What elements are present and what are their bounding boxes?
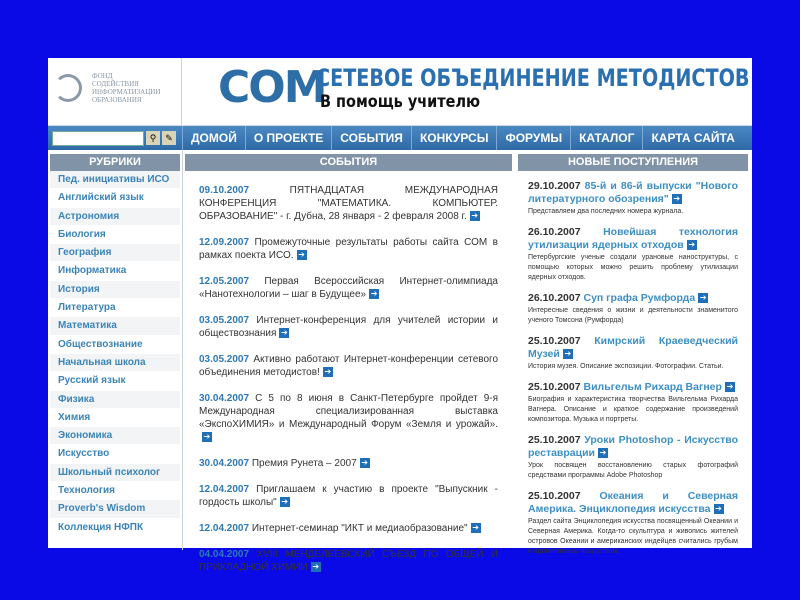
event-item [185, 275, 512, 301]
event-item [185, 548, 512, 574]
arrow-right-icon[interactable]: ➔ [471, 211, 479, 221]
news-description: Раздел сайта Энциклопедия искусства посвященный Океании и Северная Америка. Когда-то скульптура и живопись жителей островов Океании и американских индейцев считались грубым и примитивным искусством. [528, 518, 738, 555]
search-input[interactable] [52, 131, 144, 146]
news-item [518, 292, 748, 326]
fond-logo[interactable] [48, 58, 182, 126]
arrow-right-icon[interactable]: ➔ [281, 328, 288, 338]
event-date[interactable]: 12.09.2007 [199, 237, 250, 248]
nav-item[interactable]: КАРТА САЙТА [642, 126, 742, 150]
news-item [518, 490, 748, 557]
main-nav [48, 126, 752, 150]
divider [182, 150, 183, 550]
news-date: 25.10.2007 [528, 490, 581, 502]
news-title: НОВЫЕ ПОСТУПЛЕНИЯ [518, 154, 748, 171]
event-date[interactable]: 03.05.2007 [199, 315, 250, 326]
news-item [518, 381, 748, 425]
event-text: Первая Всероссийская Интернет-олимпиада «Нанотехнологии – шаг в Будущее» [199, 276, 498, 300]
events-column [185, 154, 512, 574]
arrow-right-icon[interactable]: ➔ [312, 562, 320, 572]
rubric-link[interactable]: Английский язык [50, 189, 180, 207]
rubric-link[interactable]: Физика [50, 391, 180, 409]
search-box [48, 126, 182, 150]
event-item [185, 522, 512, 535]
news-description: Урок посвящен восстановлению старых фотографий средствами программы Adobe Photoshop [528, 462, 738, 479]
event-date[interactable]: 04.04.2007 [199, 549, 250, 560]
rubric-link[interactable]: Школьный психолог [50, 464, 180, 482]
news-heading [528, 292, 738, 305]
news-date: 26.10.2007 [528, 292, 581, 304]
rubric-link[interactable]: Математика [50, 317, 180, 335]
site-title: СЕТЕВОЕ ОБЪЕДИНЕНИЕ МЕТОДИСТОВ [316, 64, 750, 92]
event-item [185, 184, 512, 223]
news-heading [528, 490, 738, 516]
nav-item[interactable]: КАТАЛОГ [570, 126, 642, 150]
nav-item[interactable]: КОНКУРСЫ [411, 126, 497, 150]
site-subtitle: В помощь учителю [320, 92, 481, 112]
event-date[interactable]: 30.04.2007 [199, 393, 250, 404]
event-text: ПЯТНАДЦАТАЯ МЕЖДУНАРОДНАЯ КОНФЕРЕНЦИЯ "МАТЕМАТИКА. КОМПЬЮТЕР. ОБРАЗОВАНИЕ" - г. Дубна, 28 января - 2 февраля 2008 г. [199, 185, 498, 222]
event-date[interactable]: 09.10.2007 [199, 185, 250, 196]
web-page [48, 58, 752, 573]
news-date: 25.10.2007 [528, 381, 581, 393]
event-date[interactable]: 12.05.2007 [199, 276, 250, 287]
event-date[interactable]: 03.05.2007 [199, 354, 250, 365]
news-title-link[interactable]: Суп графа Румфорда [583, 292, 696, 304]
event-item [185, 483, 512, 509]
event-text: Промежуточные результаты работы сайта СОМ в рамках поекта ИСО. [199, 237, 498, 261]
rubric-link[interactable]: Начальная школа [50, 354, 180, 372]
event-text: Интернет-конференция для учителей истории и обществознания [199, 315, 499, 339]
news-item [518, 434, 748, 481]
arrow-right-icon[interactable]: ➔ [361, 458, 368, 468]
nav-item[interactable]: О ПРОЕКТЕ [245, 126, 331, 150]
search-icon[interactable]: ⚲ [146, 131, 160, 145]
news-title-link[interactable]: 85-й и 86-й выпуски "Нового литературного обозрения" [528, 180, 738, 205]
news-item [518, 226, 748, 283]
news-date: 29.10.2007 [528, 180, 581, 192]
rubric-link[interactable]: История [50, 281, 180, 299]
news-title-link[interactable]: Океания и Северная Америка. Энциклопедия искусства [528, 490, 738, 515]
arrow-right-icon[interactable]: ➔ [324, 367, 332, 377]
arrow-right-icon[interactable]: ➔ [715, 504, 722, 514]
news-title-link[interactable]: Новейшая технология утилизации ядерных отходов [528, 226, 738, 251]
rubric-link[interactable]: Литература [50, 299, 180, 317]
site-header [48, 58, 752, 126]
event-date[interactable]: 30.04.2007 [199, 458, 250, 469]
rubric-link[interactable]: Химия [50, 409, 180, 427]
nav-item[interactable]: ФОРУМЫ [496, 126, 570, 150]
arrow-right-icon[interactable]: ➔ [564, 349, 572, 359]
news-heading [528, 381, 738, 394]
event-text: Активно работают Интернет-конференции сетевого объединения методистов! [199, 354, 499, 378]
news-description: Биография и характеристика творчества Вильгельма Рихарда Вагнера. Описание и краткое содержание произведений композитора. Музыка и портреты. [528, 396, 738, 423]
event-item [185, 353, 512, 379]
news-heading [528, 180, 738, 206]
event-date[interactable]: 12.04.2007 [199, 523, 250, 534]
rubric-link[interactable]: Технология [50, 482, 180, 500]
event-item [185, 457, 512, 470]
event-text: С 5 по 8 июня в Санкт-Петербурге пройдет 9-я Международная специализированная выставка «ЭкспоХИМИЯ» и Международный Форум «Земля и урожай». [199, 393, 499, 430]
rubrics-title: РУБРИКИ [50, 154, 180, 171]
event-item [185, 236, 512, 262]
fond-text-line: ИНФОРМАТИЗАЦИИ [92, 88, 161, 96]
fond-logo-text [92, 72, 160, 104]
arrow-right-icon[interactable]: ➔ [203, 432, 211, 442]
rubric-link[interactable]: Коллекция НФПК [50, 519, 180, 537]
rubric-link[interactable]: География [50, 244, 180, 262]
events-title: СОБЫТИЯ [185, 154, 512, 171]
news-heading [528, 335, 738, 361]
rubric-link[interactable]: Русский язык [50, 372, 180, 390]
globe-icon [54, 74, 82, 102]
arrow-right-icon[interactable]: ➔ [699, 293, 707, 303]
event-item [185, 314, 512, 340]
fond-text-line: СОДЕЙСТВИЯ [92, 80, 139, 88]
news-title-link[interactable]: Кимрский Краеведческий Музей [528, 335, 739, 360]
arrow-right-icon[interactable]: ➔ [726, 382, 734, 392]
event-item [185, 392, 512, 444]
rubric-link[interactable]: Информатика [50, 262, 180, 280]
news-description: Интересные сведения о жизни и деятельности знаменитого ученого Томсона (Румфорда) [528, 307, 738, 324]
rubric-link[interactable]: Искусство [50, 445, 180, 463]
fond-text-line: ФОНД [92, 72, 113, 80]
arrow-right-icon[interactable]: ➔ [599, 448, 607, 458]
nav-item[interactable]: ДОМОЙ [182, 126, 245, 150]
news-item [518, 335, 748, 372]
news-item [518, 180, 748, 217]
event-date[interactable]: 12.04.2007 [199, 484, 250, 495]
event-text: Премия Рунета – 2007 [251, 458, 357, 469]
news-column [518, 154, 748, 557]
news-date: 26.10.2007 [528, 226, 581, 238]
arrow-right-icon[interactable]: ➔ [673, 194, 681, 204]
arrow-right-icon[interactable]: ➔ [688, 240, 696, 250]
arrow-right-icon[interactable]: ➔ [298, 250, 305, 260]
event-text: XVIII МЕНДЕЛЕЕВСКИЙ СЪЕЗД ПО ОБЩЕЙ И ПРИКЛАДНОЙ ХИМИИ [199, 549, 498, 573]
rubric-link[interactable]: Биология [50, 226, 180, 244]
rubrics-sidebar [50, 154, 180, 537]
com-logo[interactable]: COM [218, 62, 326, 113]
rubric-link[interactable]: Экономика [50, 427, 180, 445]
news-title-link[interactable]: Вильгельм Рихард Вагнер [583, 381, 722, 393]
news-title-link[interactable]: Уроки Photoshop - Искусство реставрации [528, 434, 738, 459]
rubric-link[interactable]: Обществознание [50, 336, 180, 354]
news-description: Представляем два последних номера журнала. [528, 208, 684, 215]
news-description: История музея. Описание экспозиции. Фотографии. Статьи. [528, 363, 724, 370]
fond-text-line: ОБРАЗОВАНИЯ [92, 96, 142, 104]
event-text: Приглашаем к участию в проекте "Выпускник - гордость школы" [199, 484, 498, 508]
news-heading [528, 434, 738, 460]
arrow-right-icon[interactable]: ➔ [370, 289, 378, 299]
rubric-link[interactable]: Proverb's Wisdom [50, 500, 180, 518]
rubric-link[interactable]: Пед. инициативы ИСО [50, 171, 180, 189]
arrow-right-icon[interactable]: ➔ [281, 497, 289, 507]
event-text: Интернет-семинар "ИКТ и медиаобразование" [251, 523, 468, 534]
news-heading [528, 226, 738, 252]
advanced-search-icon[interactable]: ✎ [162, 131, 176, 145]
arrow-right-icon[interactable]: ➔ [472, 523, 479, 533]
news-date: 25.10.2007 [528, 434, 581, 446]
news-date: 25.10.2007 [528, 335, 581, 347]
rubric-link[interactable]: Астрономия [50, 208, 180, 226]
nav-item[interactable]: СОБЫТИЯ [331, 126, 411, 150]
news-description: Петербургские ученые создали урановые наноструктуры, с помощью которых можно решить проблему утилизации ядерных отходов. [528, 254, 738, 281]
